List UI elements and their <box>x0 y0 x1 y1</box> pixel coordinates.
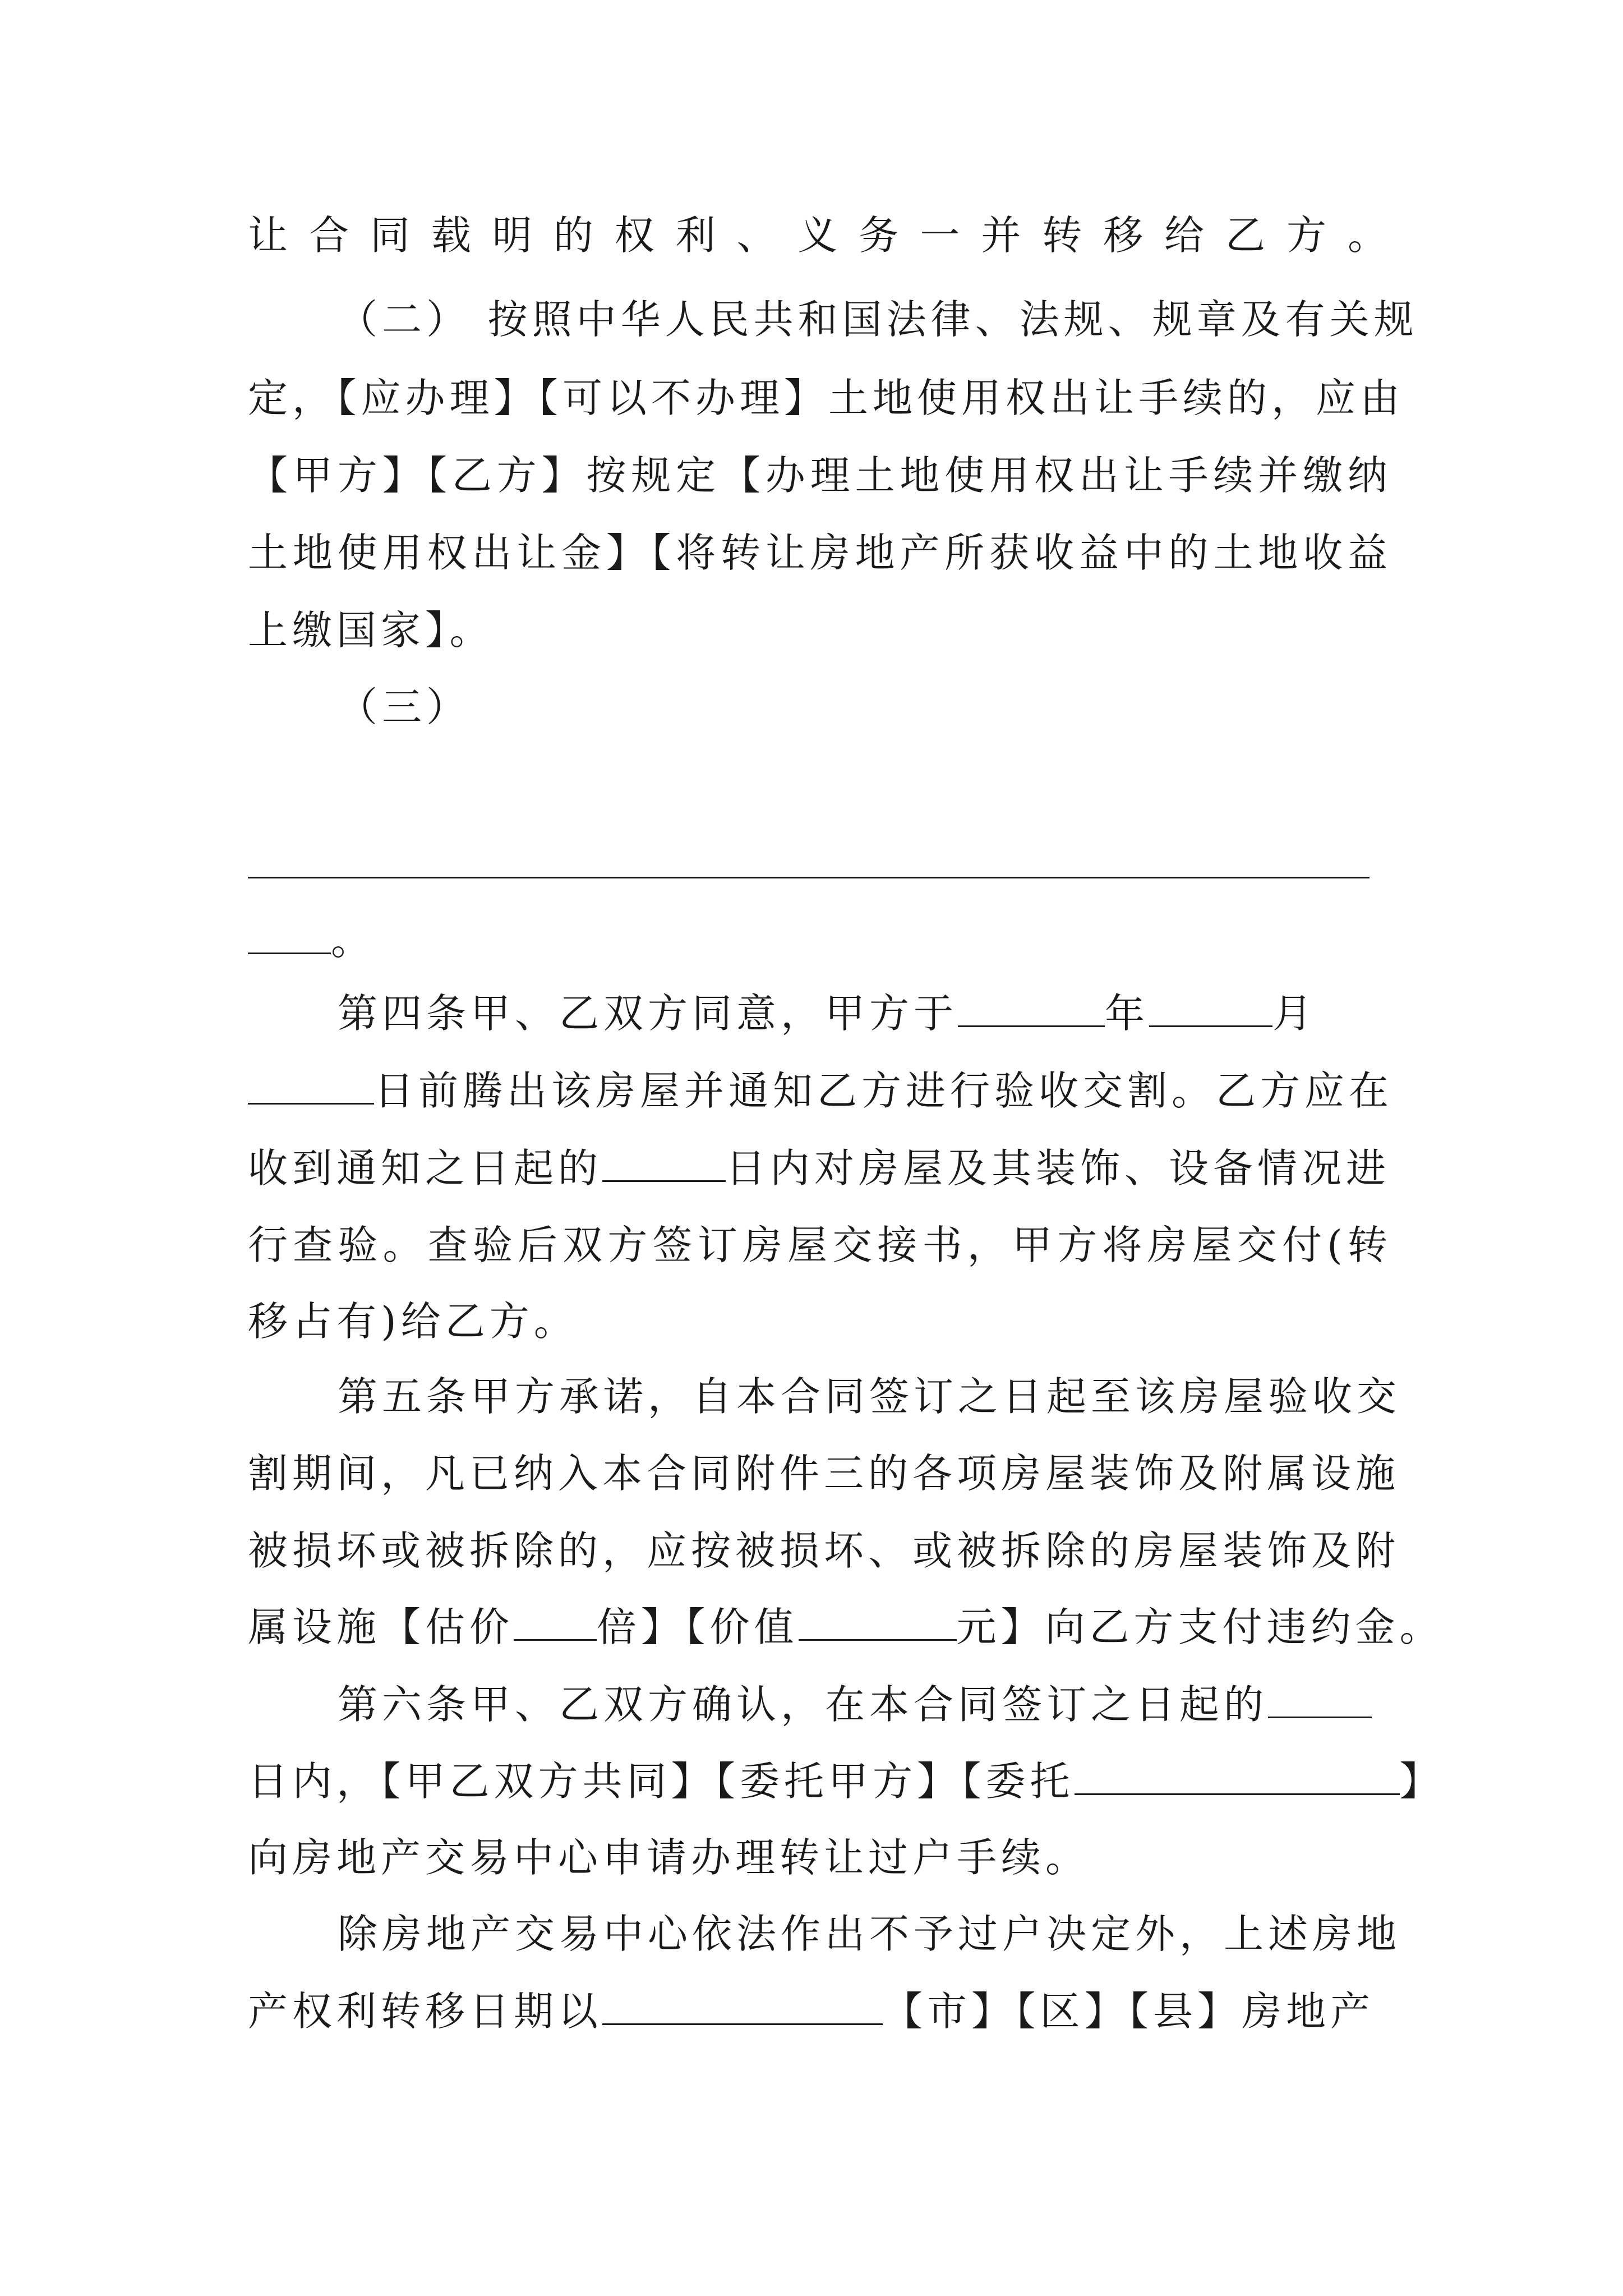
text-line: 被损坏或被拆除的，应按被损坏、或被拆除的房屋装饰及附 <box>248 1527 1400 1574</box>
text-line: 日前腾出该房屋并通知乙方进行验收交割。乙方应在 <box>248 1063 1392 1119</box>
text-line: 第五条甲方承诺，自本合同签订之日起至该房屋验收交 <box>338 1373 1401 1420</box>
blank <box>799 1604 957 1641</box>
text-line: 第四条甲、乙双方同意，甲方于 年 月 <box>338 990 1317 1037</box>
blank <box>1268 1682 1372 1718</box>
text-line: 。 <box>248 913 1392 969</box>
text-line: 属设施【估价 倍】【价值 元】向乙方支付违约金。 <box>248 1604 1444 1650</box>
text-line: 移占有)给乙方。 <box>248 1298 578 1345</box>
blank <box>602 1989 883 2025</box>
text-line: 向房地产交易中心申请办理转让过户手续。 <box>248 1834 1090 1881</box>
text-line: 土地使用权出让金】【将转让房地产所获收益中的土地收益 <box>248 530 1392 576</box>
blank <box>248 918 331 954</box>
text-line: 行查验。查验后双方签订房屋交接书，甲方将房屋交付(转 <box>248 1222 1392 1268</box>
text-line: 第六条甲、乙双方确认，在本合同签订之日起的 <box>338 1677 1392 1733</box>
text-line: 日内，【甲乙双方共同】【委托甲方】【委托 】 <box>248 1758 1444 1805</box>
blank <box>1149 991 1272 1027</box>
blank <box>1075 1759 1400 1795</box>
text-line: 上缴国家】。 <box>248 607 494 654</box>
text-line: 割期间，凡已纳入本合同附件三的各项房屋装饰及附属设施 <box>248 1450 1400 1497</box>
text-line: （三） <box>338 684 471 730</box>
blank-rule <box>248 877 1370 878</box>
text-line: 除房地产交易中心依法作出不予过户决定外，上述房地 <box>338 1911 1401 1957</box>
blank <box>602 1145 726 1182</box>
text-line: 让合同载明的权利、义务一并转移给乙方。 <box>248 212 1392 259</box>
blank <box>958 991 1105 1027</box>
text-line: 产权利转移日期以 【市】【区】【县】房地产 <box>248 1988 1375 2035</box>
text-line: 收到通知之日起的 日内对房屋及其装饰、设备情况进 <box>248 1145 1391 1191</box>
blank <box>514 1604 597 1641</box>
text-line: 定，【应办理】【可以不办理】土地使用权出让手续的，应由 <box>248 375 1405 421</box>
blank <box>248 1068 374 1105</box>
text-line: （二） 按照中华人民共和国法律、法规、规章及有关规 <box>338 296 1418 343</box>
text-line: 【甲方】【乙方】按规定【办理土地使用权出让手续并缴纳 <box>248 452 1392 499</box>
